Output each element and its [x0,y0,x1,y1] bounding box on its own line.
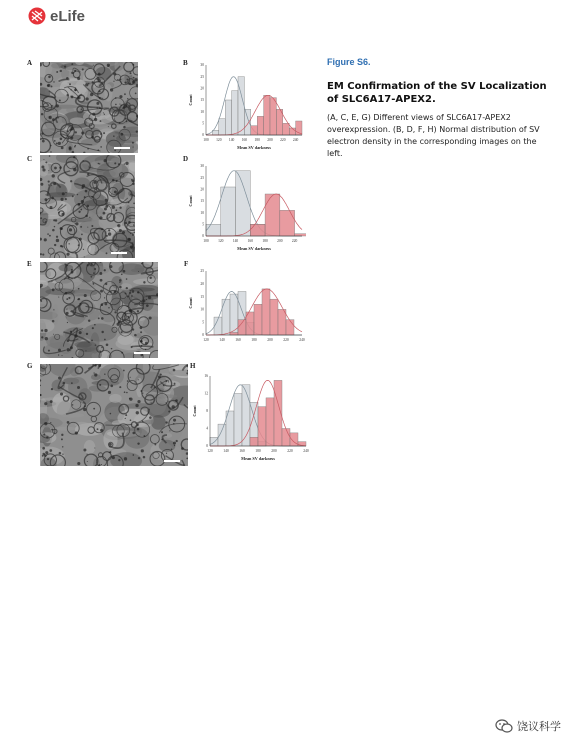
histogram-h-bar-0-1 [218,424,226,446]
panel-label-e: E [27,260,32,268]
histogram-f-bar-1-1 [238,320,246,335]
histogram-d-bar-0-2 [236,171,251,236]
histogram-b-bar-1-1 [257,116,263,135]
histogram-d-xtick-2: 140 [232,239,239,243]
histogram-b-ylabel: Count [188,94,193,106]
histogram-h-ytick-0: 0 [206,444,208,449]
histogram-d-bar-1-3 [295,234,306,236]
histogram-f-xtick-4: 200 [267,338,273,342]
histogram-d-bar-1-2 [280,210,295,236]
em-micrograph-c [40,155,135,258]
figure-caption [327,57,547,160]
histogram-f-bar-1-5 [270,299,278,335]
histogram-d-ytick-4: 20 [200,187,204,192]
figure-label: Figure S6. [327,57,371,67]
histogram-d-ytick-2: 10 [200,210,204,215]
histogram-h-xlabel: Mean SV darkness [241,456,275,461]
em-micrograph-g [40,364,188,466]
panel-label-g: G [27,362,33,370]
histogram-h-bar-0-0 [210,437,218,446]
histogram-h-ylabel: Count [192,405,197,417]
histogram-h-bar-0-3 [234,394,242,447]
histogram-d-ytick-1: 5 [202,222,204,227]
histogram-f-ytick-4: 20 [200,282,204,286]
histogram-b-bar-0-1 [219,119,225,135]
histogram-h-ytick-3: 12 [204,391,208,396]
histogram-f-ytick-3: 15 [200,294,204,299]
histogram-d-xtick-4: 180 [262,239,268,243]
histogram-b-xtick-2: 140 [228,138,235,142]
histogram-d-ytick-6: 30 [200,164,204,169]
histogram-b-bar-0-4 [238,77,244,135]
panel-label-c: C [27,155,33,163]
histogram-f-bar-1-7 [286,320,294,335]
histogram-h-xtick-5: 220 [287,449,293,453]
histogram-h [190,372,310,464]
figure-title: EM Confirmation of the SV Localization of SLC6A17-APEX2. [327,81,547,105]
histogram-b-bar-1-5 [283,123,289,135]
histogram-b-bar-1-0 [251,126,257,135]
histogram-d-xtick-1: 120 [218,239,224,243]
histogram-f-ylabel: Count [188,297,193,309]
panel-label-f: F [184,260,189,268]
histogram-f [186,267,306,353]
histogram-f-ytick-5: 25 [200,269,204,274]
histogram-b-bar-1-6 [289,128,295,135]
histogram-b-ytick-3: 15 [200,98,204,103]
histogram-b-bar-0-0 [212,130,218,135]
histogram-b-ytick-6: 30 [200,63,204,68]
histogram-b-xtick-1: 120 [216,138,222,142]
histogram-b-bar-1-3 [270,98,276,135]
panel-label-h: H [190,362,196,370]
histogram-b-ytick-4: 20 [200,86,204,91]
histogram-h-xtick-3: 180 [255,449,261,453]
histogram-b-xtick-3: 160 [241,138,248,142]
watermark [495,718,561,734]
histogram-f-bar-1-6 [278,309,286,335]
histogram-f-ytick-1: 5 [202,320,204,325]
histogram-d-bar-0-1 [221,187,236,236]
histogram-f-bar-1-0 [230,332,238,335]
histogram-d-xtick-0: 100 [203,239,209,243]
histogram-h-ytick-4: 16 [204,374,208,379]
histogram-b-bar-1-2 [264,95,270,135]
histogram-d-ylabel: Count [188,195,193,207]
histogram-f-ytick-0: 0 [202,333,204,338]
histogram-h-xtick-6: 240 [303,449,309,453]
histogram-h-bar-1-0 [250,437,258,446]
histogram-b-ytick-0: 0 [202,133,204,138]
histogram-h-xtick-0: 120 [207,449,213,453]
histogram-b-ytick-2: 10 [200,109,204,114]
histogram-h-xtick-1: 140 [223,449,229,453]
histogram-d-ytick-3: 15 [200,199,204,204]
panel-label-d: D [183,155,189,163]
wechat-icon [495,719,513,733]
histogram-h-bar-1-4 [282,429,290,447]
em-micrograph-e [40,262,158,358]
histogram-h-bar-0-4 [242,385,250,446]
histogram-d-ytick-0: 0 [202,234,204,239]
histogram-b-xtick-5: 200 [267,138,273,142]
histogram-f-xtick-0: 120 [203,338,209,342]
histogram-f-xtick-3: 180 [251,338,257,342]
figure-description: (A, C, E, G) Different views of SLC6A17-APEX2 overexpression. (B, D, F, H) Normal distribution of SV electron density in the corresponding images on the left. [327,113,540,158]
histogram-f-xtick-2: 160 [235,338,241,342]
histogram-f-ytick-2: 10 [200,307,204,312]
histogram-h-xtick-2: 160 [239,449,245,453]
elife-logo-text: eLife [50,7,86,25]
histogram-h-bar-1-2 [266,398,274,446]
histogram-d-xtick-5: 200 [277,239,283,243]
histogram-h-ytick-2: 8 [206,409,208,414]
histogram-b-bar-0-3 [232,91,238,135]
histogram-h-bar-1-1 [258,407,266,446]
histogram-f-xtick-1: 140 [219,338,225,342]
histogram-d-bar-0-0 [206,224,221,236]
elife-logo-icon [28,7,46,25]
histogram-f-xtick-5: 220 [283,338,289,342]
histogram-b [186,61,306,153]
histogram-h-ytick-1: 4 [206,426,208,431]
histogram-d-ytick-5: 25 [200,175,204,180]
panel-label-b: B [183,59,188,67]
elife-logo [28,7,85,25]
histogram-b-ytick-1: 5 [202,121,204,126]
histogram-f-xtick-6: 240 [299,338,305,342]
panel-label-a: A [27,59,33,67]
histogram-b-xtick-0: 100 [203,138,209,142]
histogram-d-bar-1-1 [265,194,280,236]
histogram-f-bar-1-3 [254,304,262,335]
histogram-b-xtick-6: 220 [280,138,286,142]
histogram-d-bar-1-0 [250,224,265,236]
histogram-f-bar-1-4 [262,289,270,335]
histogram-d [186,162,306,254]
histogram-d-xlabel: Mean SV darkness [237,246,271,251]
histogram-d-xtick-3: 160 [247,239,254,243]
histogram-b-xtick-7: 240 [292,138,299,142]
watermark-text: 饶议科学 [517,720,561,733]
histogram-b-xtick-4: 180 [254,138,260,142]
histogram-b-bar-0-5 [244,109,250,135]
histogram-b-bar-0-2 [225,100,231,135]
em-micrograph-a [40,62,138,153]
histogram-h-xtick-4: 200 [271,449,277,453]
histogram-b-xlabel: Mean SV darkness [237,145,271,150]
histogram-b-ytick-5: 25 [200,74,204,79]
histogram-d-xtick-6: 220 [291,239,298,243]
